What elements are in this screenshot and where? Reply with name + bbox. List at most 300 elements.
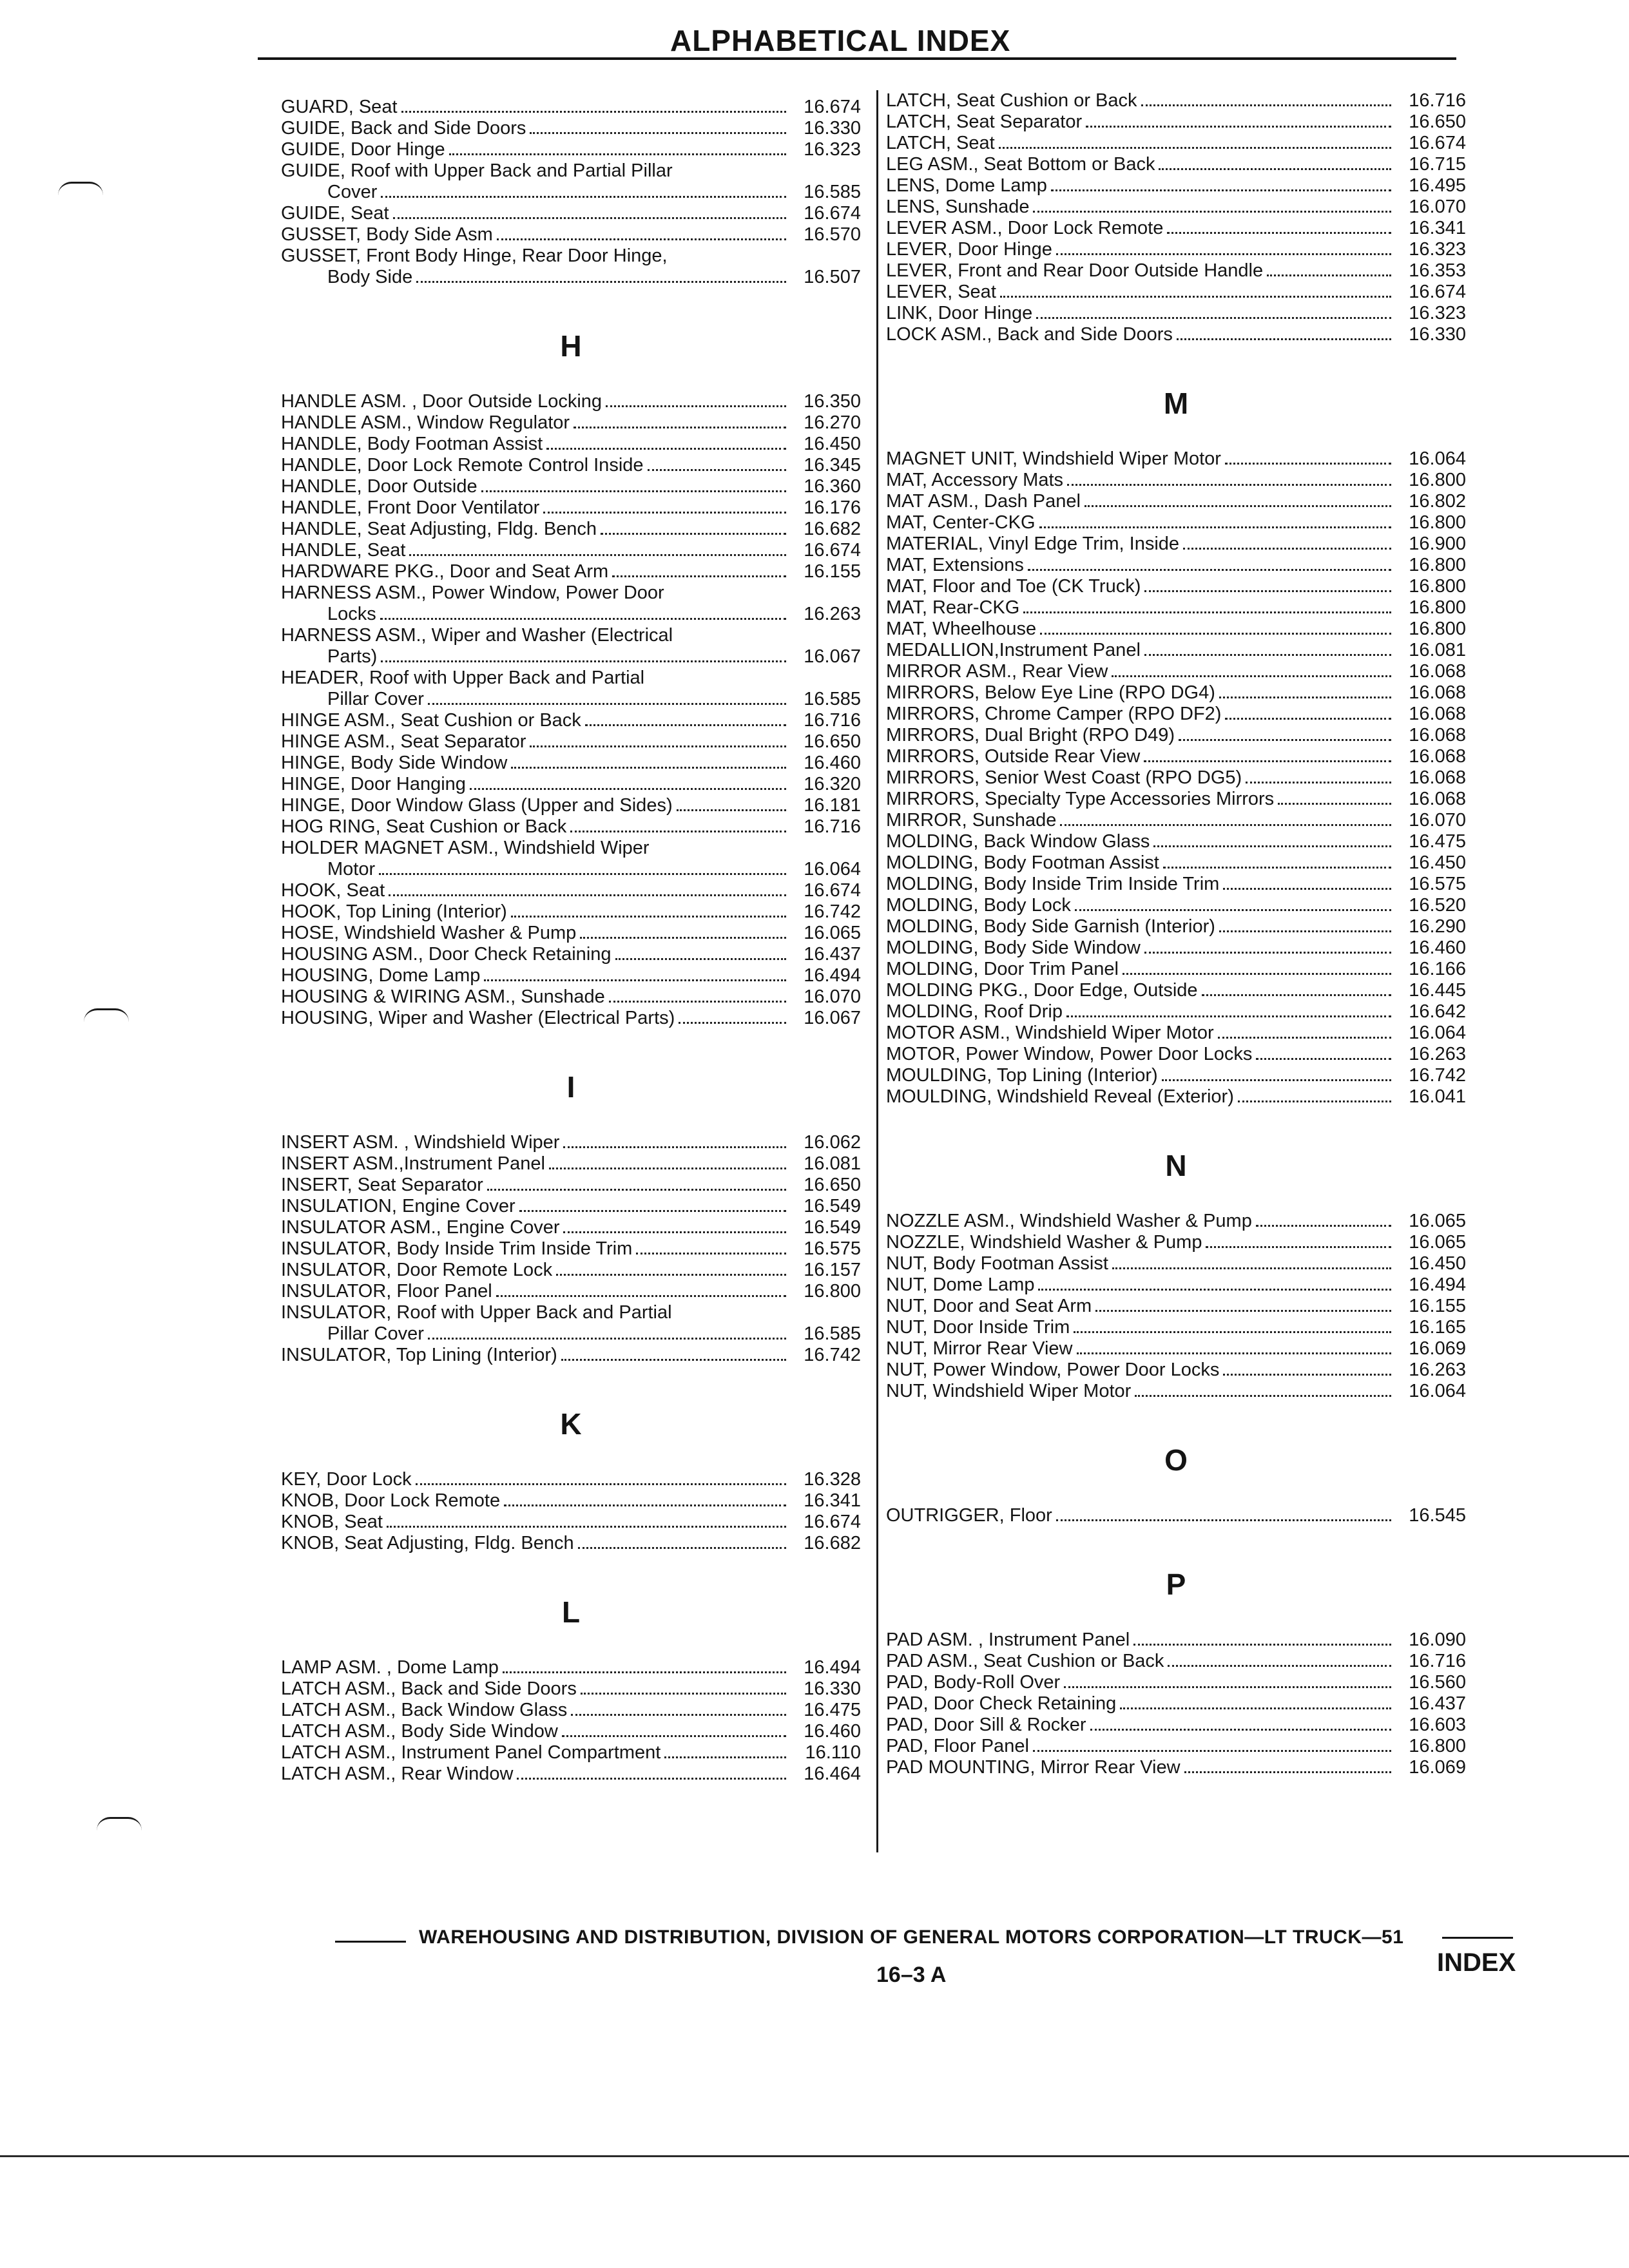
dot-leader: [1144, 952, 1391, 954]
entry-page-ref: 16.464: [804, 1763, 861, 1784]
index-entry: [281, 753, 861, 774]
entry-part-name: MAT, Rear-CKG: [886, 597, 1020, 618]
entry-page-ref: 16.802: [1409, 491, 1466, 512]
entry-page-ref: 16.570: [804, 224, 861, 245]
entry-part-name: MOLDING, Body Footman Assist: [886, 852, 1159, 873]
entry-part-name: INSULATOR, Roof with Upper Back and Partial: [281, 1302, 672, 1323]
entry-page-ref: 16.068: [1409, 682, 1466, 703]
dot-leader: [562, 1735, 786, 1737]
dot-leader: [1074, 1331, 1391, 1333]
entry-page-ref: 16.341: [1409, 218, 1466, 238]
index-entry: [886, 1232, 1466, 1253]
entry-page-ref: 16.064: [1409, 448, 1466, 469]
dot-leader: [1219, 697, 1391, 698]
entry-part-name: LATCH ASM., Back and Side Doors: [281, 1678, 577, 1699]
entry-part-name: MATERIAL, Vinyl Edge Trim, Inside: [886, 533, 1180, 554]
entry-page-ref: 16.800: [1409, 576, 1466, 597]
entry-part-name: HOOK, Seat: [281, 880, 385, 901]
index-entry: [281, 1469, 861, 1490]
dot-leader: [1278, 803, 1391, 805]
index-entry: [886, 1505, 1466, 1526]
entry-part-name: LEVER, Door Hinge: [886, 239, 1052, 260]
entry-part-name: Parts): [327, 646, 378, 667]
dot-leader: [1133, 1644, 1391, 1646]
entry-part-name: Locks: [327, 604, 376, 624]
bottom-rule: [0, 2155, 1629, 2157]
index-entry: [886, 576, 1466, 597]
entry-part-name: HARDWARE PKG., Door and Seat Arm: [281, 561, 609, 582]
entry-part-name: LEG ASM., Seat Bottom or Back: [886, 154, 1155, 175]
entry-page-ref: 16.068: [1409, 704, 1466, 724]
index-entry: [281, 1721, 861, 1742]
index-entry: [281, 689, 861, 710]
entry-page-ref: 16.650: [1409, 111, 1466, 132]
entry-page-ref: 16.437: [804, 944, 861, 965]
index-entry: [886, 682, 1466, 704]
entry-page-ref: 16.715: [1409, 154, 1466, 175]
entry-page-ref: 16.110: [805, 1742, 861, 1763]
entry-part-name: KNOB, Seat Adjusting, Fldg. Bench: [281, 1533, 574, 1553]
section-letter-heading: M: [1163, 387, 1189, 420]
dot-leader: [409, 554, 786, 556]
dot-leader: [389, 894, 786, 896]
index-entry: [281, 986, 861, 1008]
entry-page-ref: 16.263: [804, 604, 861, 624]
dot-leader: [1123, 973, 1391, 975]
entry-page-ref: 16.575: [1409, 874, 1466, 894]
dot-leader: [679, 1022, 786, 1024]
index-entry: [281, 1678, 861, 1700]
index-entry: [281, 1345, 861, 1366]
dot-leader: [530, 745, 786, 747]
entry-page-ref: 16.068: [1409, 789, 1466, 809]
entry-part-name: PAD ASM., Seat Cushion or Back: [886, 1651, 1164, 1671]
entry-page-ref: 16.475: [1409, 831, 1466, 852]
index-entry: [886, 725, 1466, 746]
dot-leader: [1179, 739, 1391, 741]
entry-page-ref: 16.067: [804, 1008, 861, 1028]
dot-leader: [563, 1146, 786, 1148]
entry-part-name: LOCK ASM., Back and Side Doors: [886, 324, 1173, 345]
footer-publisher-line: WAREHOUSING AND DISTRIBUTION, DIVISION OF GENERAL MOTORS CORPORATION—LT TRUCK—51: [419, 1927, 1404, 1948]
index-entry: [281, 1512, 861, 1533]
entry-part-name: PAD ASM. , Instrument Panel: [886, 1629, 1130, 1650]
index-entry: [281, 1533, 861, 1554]
entry-part-name: MOTOR ASM., Windshield Wiper Motor: [886, 1023, 1214, 1043]
dot-leader: [1023, 611, 1391, 613]
entry-part-name: INSULATOR, Door Remote Lock: [281, 1260, 553, 1280]
entry-part-name: LATCH ASM., Instrument Panel Compartment: [281, 1742, 661, 1763]
entry-page-ref: 16.674: [804, 1512, 861, 1532]
footer-rule-right: [1442, 1937, 1513, 1939]
dot-leader: [561, 1359, 786, 1361]
entry-part-name: MIRRORS, Chrome Camper (RPO DF2): [886, 704, 1222, 724]
index-entry: [281, 1175, 861, 1196]
index-entry: [281, 859, 861, 880]
index-entry: [886, 1086, 1466, 1108]
index-entry: [886, 789, 1466, 810]
index-entry: [281, 160, 861, 182]
dot-leader: [379, 873, 786, 875]
dot-leader: [1177, 338, 1391, 340]
entry-page-ref: 16.585: [804, 182, 861, 202]
index-section: [281, 1405, 861, 1554]
section-letter-heading: H: [560, 329, 582, 363]
dot-leader: [519, 1210, 786, 1212]
entry-part-name: GUARD, Seat: [281, 97, 398, 117]
page-title: ALPHABETICAL INDEX: [670, 24, 1011, 57]
entry-page-ref: 16.323: [1409, 303, 1466, 323]
entry-page-ref: 16.800: [1409, 597, 1466, 618]
entry-page-ref: 16.064: [804, 859, 861, 879]
entry-part-name: HINGE, Body Side Window: [281, 753, 508, 773]
entry-part-name: KEY, Door Lock: [281, 1469, 412, 1490]
dot-leader: [1040, 633, 1391, 635]
index-entry: [886, 1715, 1466, 1736]
dot-leader: [530, 132, 786, 134]
entry-part-name: HINGE, Door Window Glass (Upper and Sides): [281, 795, 673, 816]
entry-part-name: LAMP ASM. , Dome Lamp: [281, 1657, 499, 1678]
binder-hole-mark: [97, 1817, 142, 1831]
binder-hole-mark: [84, 1008, 129, 1022]
dot-leader: [517, 1778, 786, 1780]
entry-page-ref: 16.716: [804, 816, 861, 837]
entry-part-name: MIRRORS, Below Eye Line (RPO DG4): [886, 682, 1215, 703]
entry-page-ref: 16.068: [1409, 661, 1466, 682]
entry-page-ref: 16.341: [804, 1490, 861, 1511]
dot-leader: [387, 1526, 786, 1528]
entry-page-ref: 16.507: [804, 267, 861, 287]
entry-part-name: MIRRORS, Specialty Type Accessories Mirrors: [886, 789, 1275, 809]
index-section: [281, 327, 861, 1029]
entry-part-name: LATCH, Seat Cushion or Back: [886, 90, 1137, 111]
entry-part-name: LATCH, Seat: [886, 133, 995, 153]
entry-page-ref: 16.742: [804, 1345, 861, 1365]
dot-leader: [1086, 126, 1391, 128]
dot-leader: [1067, 484, 1391, 486]
dot-leader: [1038, 1289, 1391, 1291]
dot-leader: [380, 618, 786, 620]
entry-part-name: MOLDING, Body Side Window: [886, 937, 1141, 958]
index-entry: [281, 1657, 861, 1678]
entry-part-name: LENS, Dome Lamp: [886, 175, 1047, 196]
entry-part-name: MOULDING, Top Lining (Interior): [886, 1065, 1158, 1086]
entry-page-ref: 16.437: [1409, 1693, 1466, 1714]
index-entry: [281, 540, 861, 561]
entry-part-name: MOLDING, Body Side Garnish (Interior): [886, 916, 1215, 937]
index-entry: [886, 154, 1466, 175]
entry-page-ref: 16.290: [1409, 916, 1466, 937]
dot-leader: [612, 575, 786, 577]
dot-leader: [556, 1274, 786, 1276]
index-entry: [886, 810, 1466, 831]
entry-page-ref: 16.549: [804, 1217, 861, 1238]
entry-page-ref: 16.674: [804, 203, 861, 224]
dot-leader: [393, 217, 786, 219]
entry-part-name: NUT, Door Inside Trim: [886, 1317, 1070, 1338]
index-entry: [886, 491, 1466, 512]
entry-part-name: MOLDING, Back Window Glass: [886, 831, 1150, 852]
index-entry: [281, 710, 861, 731]
dot-leader: [1219, 930, 1391, 932]
index-entry: [281, 1490, 861, 1512]
entry-part-name: HOUSING, Dome Lamp: [281, 965, 481, 986]
entry-part-name: INSULATION, Engine Cover: [281, 1196, 516, 1216]
entry-page-ref: 16.081: [804, 1153, 861, 1174]
entry-page-ref: 16.800: [1409, 512, 1466, 533]
dot-leader: [1153, 845, 1391, 847]
entry-part-name: LATCH, Seat Separator: [886, 111, 1083, 132]
dot-leader: [1028, 569, 1391, 571]
entry-page-ref: 16.674: [804, 540, 861, 561]
index-entry: [281, 455, 861, 476]
entry-part-name: HEADER, Roof with Upper Back and Partial: [281, 668, 645, 688]
dot-leader: [549, 1168, 786, 1169]
index-section: [281, 1593, 861, 1785]
entry-part-name: HOG RING, Seat Cushion or Back: [281, 816, 567, 837]
entry-page-ref: 16.460: [804, 753, 861, 773]
entry-part-name: HOUSING & WIRING ASM., Sunshade: [281, 986, 605, 1007]
index-entry: [281, 97, 861, 118]
dot-leader: [416, 1483, 786, 1485]
entry-page-ref: 16.520: [1409, 895, 1466, 916]
entry-part-name: MIRRORS, Dual Bright (RPO D49): [886, 725, 1175, 745]
entry-page-ref: 16.041: [1409, 1086, 1466, 1107]
dot-leader: [1225, 718, 1391, 720]
entry-part-name: Pillar Cover: [327, 689, 424, 709]
entry-part-name: NOZZLE ASM., Windshield Washer & Pump: [886, 1211, 1252, 1231]
index-section: [886, 1146, 1466, 1402]
index-entry: [281, 1008, 861, 1029]
index-entry: [886, 1360, 1466, 1381]
dot-leader: [1051, 189, 1391, 191]
index-entry: [886, 831, 1466, 852]
index-entry: [886, 324, 1466, 345]
entry-page-ref: 16.328: [804, 1469, 861, 1490]
index-entry: [886, 448, 1466, 470]
entry-page-ref: 16.450: [1409, 852, 1466, 873]
index-entry: [886, 1296, 1466, 1317]
entry-page-ref: 16.155: [1409, 1296, 1466, 1316]
entry-part-name: GUIDE, Seat: [281, 203, 389, 224]
entry-page-ref: 16.900: [1409, 533, 1466, 554]
entry-part-name: MIRRORS, Outside Rear View: [886, 746, 1141, 767]
entry-part-name: MAT, Extensions: [886, 555, 1024, 575]
index-entry: [281, 1763, 861, 1785]
index-entry: [281, 1238, 861, 1260]
index-entry: [281, 561, 861, 582]
entry-page-ref: 16.545: [1409, 1505, 1466, 1526]
entry-part-name: HOUSING ASM., Door Check Retaining: [281, 944, 612, 965]
dot-leader: [606, 405, 786, 407]
index-entry: [886, 874, 1466, 895]
index-entry: [281, 816, 861, 838]
entry-part-name: INSERT ASM.,Instrument Panel: [281, 1153, 545, 1174]
entry-part-name: PAD, Door Sill & Rocker: [886, 1715, 1086, 1735]
index-entry: [886, 895, 1466, 916]
index-entry: [886, 746, 1466, 767]
index-entry: [281, 391, 861, 412]
entry-part-name: MAT, Floor and Toe (CK Truck): [886, 576, 1141, 597]
entry-page-ref: 16.494: [804, 1657, 861, 1678]
index-entry: [886, 937, 1466, 959]
index-entry: [281, 731, 861, 753]
right-index-column: [886, 90, 1466, 1778]
entry-part-name: Body Side: [327, 267, 413, 287]
entry-part-name: MOULDING, Windshield Reveal (Exterior): [886, 1086, 1234, 1107]
entry-page-ref: 16.560: [1409, 1672, 1466, 1693]
entry-part-name: Cover: [327, 182, 378, 202]
entry-page-ref: 16.065: [1409, 1232, 1466, 1253]
dot-leader: [1223, 1374, 1391, 1376]
dot-leader: [381, 660, 786, 662]
entry-page-ref: 16.069: [1409, 1338, 1466, 1359]
entry-part-name: NUT, Door and Seat Arm: [886, 1296, 1092, 1316]
entry-part-name: INSERT, Seat Separator: [281, 1175, 483, 1195]
entry-page-ref: 16.460: [804, 1721, 861, 1742]
index-entry: [886, 1757, 1466, 1778]
index-entry: [281, 668, 861, 689]
dot-leader: [570, 831, 786, 832]
index-entry: [886, 175, 1466, 197]
entry-page-ref: 16.323: [1409, 239, 1466, 260]
index-entry: [886, 1211, 1466, 1232]
dot-leader: [1075, 909, 1391, 911]
dot-leader: [1084, 505, 1391, 507]
entry-part-name: GUSSET, Body Side Asm: [281, 224, 493, 245]
entry-part-name: MOLDING, Roof Drip: [886, 1001, 1063, 1022]
entry-page-ref: 16.716: [1409, 90, 1466, 111]
index-entry: [281, 1302, 861, 1323]
index-entry: [886, 1044, 1466, 1065]
index-entry: [886, 1274, 1466, 1296]
dot-leader: [664, 1756, 786, 1758]
index-entry: [886, 1693, 1466, 1715]
index-entry: [886, 1065, 1466, 1086]
dot-leader: [470, 788, 786, 790]
entry-part-name: HANDLE, Seat Adjusting, Fldg. Bench: [281, 519, 597, 539]
dot-leader: [449, 153, 786, 155]
entry-page-ref: 16.742: [1409, 1065, 1466, 1086]
index-entry: [281, 1132, 861, 1153]
dot-leader: [1000, 296, 1391, 298]
entry-part-name: HINGE ASM., Seat Separator: [281, 731, 526, 752]
entry-page-ref: 16.445: [1409, 980, 1466, 1001]
index-entry: [281, 1281, 861, 1302]
dot-leader: [1090, 1729, 1392, 1731]
section-letter-heading: O: [1164, 1443, 1188, 1477]
index-entry: [281, 1700, 861, 1721]
dot-leader: [648, 469, 786, 471]
dot-leader: [1168, 1665, 1391, 1667]
entry-part-name: HANDLE ASM., Window Regulator: [281, 412, 570, 433]
entry-part-name: HANDLE, Seat: [281, 540, 406, 561]
index-entry: [281, 880, 861, 901]
entry-part-name: MOLDING PKG., Door Edge, Outside: [886, 980, 1198, 1001]
entry-page-ref: 16.353: [1409, 260, 1466, 281]
entry-page-ref: 16.065: [804, 923, 861, 943]
index-entry: [281, 965, 861, 986]
dot-leader: [1066, 1015, 1391, 1017]
entry-part-name: NUT, Dome Lamp: [886, 1274, 1035, 1295]
index-entry: [886, 1736, 1466, 1757]
dot-leader: [581, 1693, 786, 1695]
dot-leader: [503, 1671, 786, 1673]
entry-part-name: INSULATOR, Floor Panel: [281, 1281, 492, 1302]
entry-page-ref: 16.450: [1409, 1253, 1466, 1274]
index-entry: [281, 118, 861, 139]
dot-leader: [677, 809, 786, 811]
index-entry: [886, 1629, 1466, 1651]
dot-leader: [1056, 253, 1391, 255]
dot-leader: [636, 1253, 786, 1254]
entry-page-ref: 16.742: [804, 901, 861, 922]
index-entry: [281, 923, 861, 944]
entry-part-name: HANDLE, Body Footman Assist: [281, 434, 543, 454]
entry-part-name: MIRROR, Sunshade: [886, 810, 1057, 831]
entry-page-ref: 16.181: [804, 795, 861, 816]
index-entry: [281, 476, 861, 497]
entry-page-ref: 16.070: [804, 986, 861, 1007]
dot-leader: [1163, 867, 1391, 869]
index-entry: [886, 197, 1466, 218]
index-entry: [281, 267, 861, 288]
index-entry: [281, 1153, 861, 1175]
index-entry: [886, 980, 1466, 1001]
entry-page-ref: 16.682: [804, 1533, 861, 1553]
index-entry: [886, 1023, 1466, 1044]
entry-page-ref: 16.494: [1409, 1274, 1466, 1295]
entry-part-name: MAT, Center-CKG: [886, 512, 1036, 533]
entry-part-name: GUIDE, Door Hinge: [281, 139, 445, 160]
dot-leader: [1256, 1058, 1391, 1060]
entry-page-ref: 16.674: [1409, 133, 1466, 153]
left-index-column: [281, 97, 861, 1785]
dot-leader: [571, 1714, 786, 1716]
entry-page-ref: 16.064: [1409, 1381, 1466, 1401]
index-entry: [281, 1260, 861, 1281]
section-letter-heading: P: [1166, 1568, 1186, 1601]
entry-part-name: MIRROR ASM., Rear View: [886, 661, 1108, 682]
entry-page-ref: 16.460: [1409, 937, 1466, 958]
index-entry: [886, 1001, 1466, 1023]
entry-part-name: NUT, Mirror Rear View: [886, 1338, 1073, 1359]
index-entry: [886, 597, 1466, 619]
entry-page-ref: 16.642: [1409, 1001, 1466, 1022]
entry-page-ref: 16.716: [1409, 1651, 1466, 1671]
entry-part-name: LINK, Door Hinge: [886, 303, 1033, 323]
index-section: [886, 90, 1466, 345]
entry-page-ref: 16.165: [1409, 1317, 1466, 1338]
dot-leader: [1039, 526, 1391, 528]
entry-part-name: INSULATOR, Top Lining (Interior): [281, 1345, 557, 1365]
dot-leader: [481, 490, 786, 492]
dot-leader: [1112, 675, 1391, 677]
entry-page-ref: 16.650: [804, 731, 861, 752]
entry-part-name: MAT ASM., Dash Panel: [886, 491, 1081, 512]
index-entry: [886, 282, 1466, 303]
entry-page-ref: 16.495: [1409, 175, 1466, 196]
entry-part-name: LEVER ASM., Door Lock Remote: [886, 218, 1164, 238]
section-letter-heading: K: [560, 1407, 582, 1441]
dot-leader: [1144, 760, 1391, 762]
dot-leader: [496, 1295, 786, 1297]
entry-page-ref: 16.068: [1409, 746, 1466, 767]
index-entry: [886, 1338, 1466, 1360]
entry-page-ref: 16.090: [1409, 1629, 1466, 1650]
page-number: 16–3 A: [876, 1963, 947, 1987]
entry-part-name: MOLDING, Body Inside Trim Inside Trim: [886, 874, 1220, 894]
